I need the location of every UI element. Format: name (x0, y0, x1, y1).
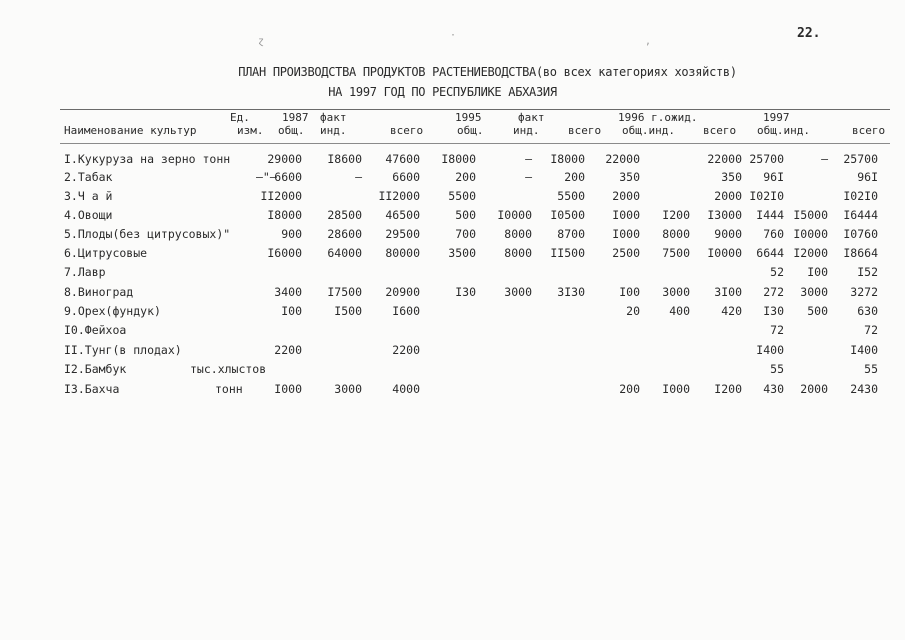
value-ind-1996: 400 (669, 304, 690, 318)
value-vsego-1987: 29500 (385, 227, 420, 241)
header-vsego-3: всего (703, 124, 737, 137)
crop-name: 4.Овощи (64, 208, 113, 222)
header-name: Наименование культур (64, 124, 197, 137)
value-obsh-1995: 500 (455, 208, 476, 222)
value-ind-1997: I00 (807, 265, 828, 279)
value-ind-1997: I0000 (793, 227, 828, 241)
value-vsego-1995: I8000 (550, 152, 585, 166)
value-ind-1987: 28500 (327, 208, 362, 222)
value-ind-1987: – (355, 170, 362, 184)
table-row (0, 285, 905, 303)
crop-name: I0.Фейхоа (64, 323, 127, 337)
value-ind-1995: – (525, 170, 532, 184)
value-obsh-1997: 96I (763, 170, 784, 184)
document-title: ПЛАН ПРОИЗВОДСТВА ПРОДУКТОВ РАСТЕНИЕВОДСТВА(во всех категориях хозяйств) (238, 65, 737, 79)
scan-mark: , (645, 36, 652, 47)
table-row (0, 382, 905, 400)
scan-mark: · (450, 30, 457, 41)
header-vsego-2: всего (568, 124, 602, 137)
value-ind-1996: 7500 (662, 246, 690, 260)
value-vsego-1996: 2000 (714, 189, 742, 203)
crop-name: 7.Лавр (64, 265, 106, 279)
header-fact-2: факт (518, 111, 545, 124)
value-obsh-1995: 700 (455, 227, 476, 241)
header-obsh-ind-3: общ.инд. (622, 124, 675, 137)
value-vsego-1997: I0760 (843, 227, 878, 241)
crop-name: 5.Плоды(без цитрусовых)" (64, 227, 231, 241)
value-obsh-1995: 5500 (448, 189, 476, 203)
value-vsego-1987: 2200 (392, 343, 420, 357)
header-ind-1: инд. (320, 124, 347, 137)
value-vsego-1987: 47600 (385, 152, 420, 166)
table-row (0, 152, 905, 170)
value-obsh-1987: 29000 (267, 152, 302, 166)
value-ind-1997: – (821, 152, 828, 166)
value-vsego-1995: II500 (550, 246, 585, 260)
value-obsh-1987: 900 (281, 227, 302, 241)
value-vsego-1997: I6444 (843, 208, 878, 222)
value-ind-1987: I7500 (327, 285, 362, 299)
value-vsego-1996: 3I00 (714, 285, 742, 299)
table-row (0, 208, 905, 226)
value-ind-1996: 3000 (662, 285, 690, 299)
value-vsego-1997: I8664 (843, 246, 878, 260)
table-header-rule (60, 143, 890, 144)
table-top-rule (60, 109, 890, 110)
value-vsego-1997: 72 (864, 323, 878, 337)
table-row (0, 189, 905, 207)
value-ind-1997: I5000 (793, 208, 828, 222)
value-ind-1997: I2000 (793, 246, 828, 260)
value-obsh-1997: 760 (763, 227, 784, 241)
value-ind-1987: 64000 (327, 246, 362, 260)
header-obsh-1: общ. (278, 124, 305, 137)
value-obsh-1997: 6644 (756, 246, 784, 260)
table-row (0, 265, 905, 283)
value-ind-1995: 8000 (504, 227, 532, 241)
value-obsh-1996: 20 (626, 304, 640, 318)
value-vsego-1995: 200 (564, 170, 585, 184)
value-ind-1996: I000 (662, 382, 690, 396)
value-obsh-1997: 272 (763, 285, 784, 299)
value-ind-1987: I500 (334, 304, 362, 318)
value-obsh-1995: 3500 (448, 246, 476, 260)
value-vsego-1997: 25700 (843, 152, 878, 166)
header-year-1997: 1997 (763, 111, 790, 124)
value-obsh-1996: 200 (619, 382, 640, 396)
value-obsh-1997: I30 (763, 304, 784, 318)
value-obsh-1997: I400 (756, 343, 784, 357)
value-ind-1997: 2000 (800, 382, 828, 396)
header-obsh-2: общ. (457, 124, 484, 137)
page-number: 22. (797, 26, 821, 41)
value-vsego-1996: I200 (714, 382, 742, 396)
value-vsego-1997: 96I (857, 170, 878, 184)
value-obsh-1987: I8000 (267, 208, 302, 222)
value-vsego-1996: 9000 (714, 227, 742, 241)
value-obsh-1997: 55 (770, 362, 784, 376)
value-vsego-1997: I02I0 (843, 189, 878, 203)
value-vsego-1987: 46500 (385, 208, 420, 222)
header-ind-2: инд. (513, 124, 540, 137)
value-vsego-1996: I0000 (707, 246, 742, 260)
value-vsego-1987: I600 (392, 304, 420, 318)
value-obsh-1997: I02I0 (749, 189, 784, 203)
header-fact-1: факт (320, 111, 347, 124)
header-unit-bottom: изм. (237, 124, 264, 137)
value-ind-1997: 3000 (800, 285, 828, 299)
value-vsego-1997: 55 (864, 362, 878, 376)
value-ind-1995: I0000 (497, 208, 532, 222)
value-vsego-1996: 420 (721, 304, 742, 318)
value-vsego-1987: 80000 (385, 246, 420, 260)
value-ind-1996: 8000 (662, 227, 690, 241)
value-ind-1995: 3000 (504, 285, 532, 299)
value-ind-1995: 8000 (504, 246, 532, 260)
crop-name: I2.Бамбук (64, 362, 127, 376)
value-vsego-1987: 6600 (392, 170, 420, 184)
unit-cell: тонн (215, 382, 243, 396)
value-obsh-1996: 2000 (612, 189, 640, 203)
value-obsh-1997: I444 (756, 208, 784, 222)
value-ind-1995: – (525, 152, 532, 166)
value-vsego-1995: 3I30 (557, 285, 585, 299)
value-vsego-1987: 4000 (392, 382, 420, 396)
table-row (0, 304, 905, 322)
value-obsh-1996: I000 (612, 227, 640, 241)
value-obsh-1996: I00 (619, 285, 640, 299)
value-obsh-1997: 52 (770, 265, 784, 279)
value-obsh-1995: 200 (455, 170, 476, 184)
crop-name: 2.Табак (64, 170, 113, 184)
table-row (0, 362, 905, 380)
crop-name: 9.Орех(фундук) (64, 304, 161, 318)
crop-name: I3.Бахча (64, 382, 120, 396)
value-vsego-1997: I52 (857, 265, 878, 279)
value-vsego-1996: 22000 (707, 152, 742, 166)
value-ind-1987: 3000 (334, 382, 362, 396)
header-vsego-1: всего (390, 124, 424, 137)
value-obsh-1987: 2200 (274, 343, 302, 357)
value-obsh-1987: I000 (274, 382, 302, 396)
value-ind-1996: I200 (662, 208, 690, 222)
value-ind-1987: 28600 (327, 227, 362, 241)
table-row (0, 323, 905, 341)
value-vsego-1996: I3000 (707, 208, 742, 222)
value-vsego-1997: I400 (850, 343, 878, 357)
crop-name: 8.Виноград (64, 285, 134, 299)
scan-mark: ɀ (258, 36, 265, 47)
value-obsh-1987: I6000 (267, 246, 302, 260)
unit-cell: –"– (256, 170, 277, 184)
value-vsego-1995: 5500 (557, 189, 585, 203)
value-ind-1997: 500 (807, 304, 828, 318)
table-row (0, 343, 905, 361)
document-subtitle: НА 1997 ГОД ПО РЕСПУБЛИКЕ АБХАЗИЯ (328, 85, 557, 99)
table-row (0, 246, 905, 264)
value-vsego-1987: II2000 (378, 189, 420, 203)
crop-name: 6.Цитрусовые (64, 246, 148, 260)
header-unit-top: Ед. (230, 111, 250, 124)
value-obsh-1995: I8000 (441, 152, 476, 166)
unit-cell: тыс.хлыстов (190, 362, 267, 376)
table-row (0, 170, 905, 188)
crop-name: II.Тунг(в плодах) (64, 343, 182, 357)
header-vsego-4: всего (852, 124, 886, 137)
value-obsh-1987: II2000 (260, 189, 302, 203)
header-year-1995: 1995 (455, 111, 482, 124)
value-obsh-1996: 350 (619, 170, 640, 184)
value-obsh-1987: I00 (281, 304, 302, 318)
value-obsh-1997: 25700 (749, 152, 784, 166)
header-year-1987: 1987 (282, 111, 309, 124)
value-obsh-1987: 6600 (274, 170, 302, 184)
crop-name: I.Кукуруза на зерно тонн (64, 152, 231, 166)
value-obsh-1997: 430 (763, 382, 784, 396)
value-vsego-1996: 350 (721, 170, 742, 184)
value-vsego-1997: 2430 (850, 382, 878, 396)
header-obsh-ind-4: общ.инд. (757, 124, 810, 137)
value-vsego-1997: 630 (857, 304, 878, 318)
value-ind-1987: I8600 (327, 152, 362, 166)
value-vsego-1995: I0500 (550, 208, 585, 222)
value-obsh-1995: I30 (455, 285, 476, 299)
value-obsh-1996: 2500 (612, 246, 640, 260)
value-obsh-1996: 22000 (605, 152, 640, 166)
value-obsh-1996: I000 (612, 208, 640, 222)
value-vsego-1997: 3272 (850, 285, 878, 299)
value-obsh-1997: 72 (770, 323, 784, 337)
header-year-1996: 1996 г.ожид. (618, 111, 698, 124)
crop-name: 3.Ч а й (64, 189, 113, 203)
value-vsego-1995: 8700 (557, 227, 585, 241)
value-vsego-1987: 20900 (385, 285, 420, 299)
value-obsh-1987: 3400 (274, 285, 302, 299)
table-row (0, 227, 905, 245)
